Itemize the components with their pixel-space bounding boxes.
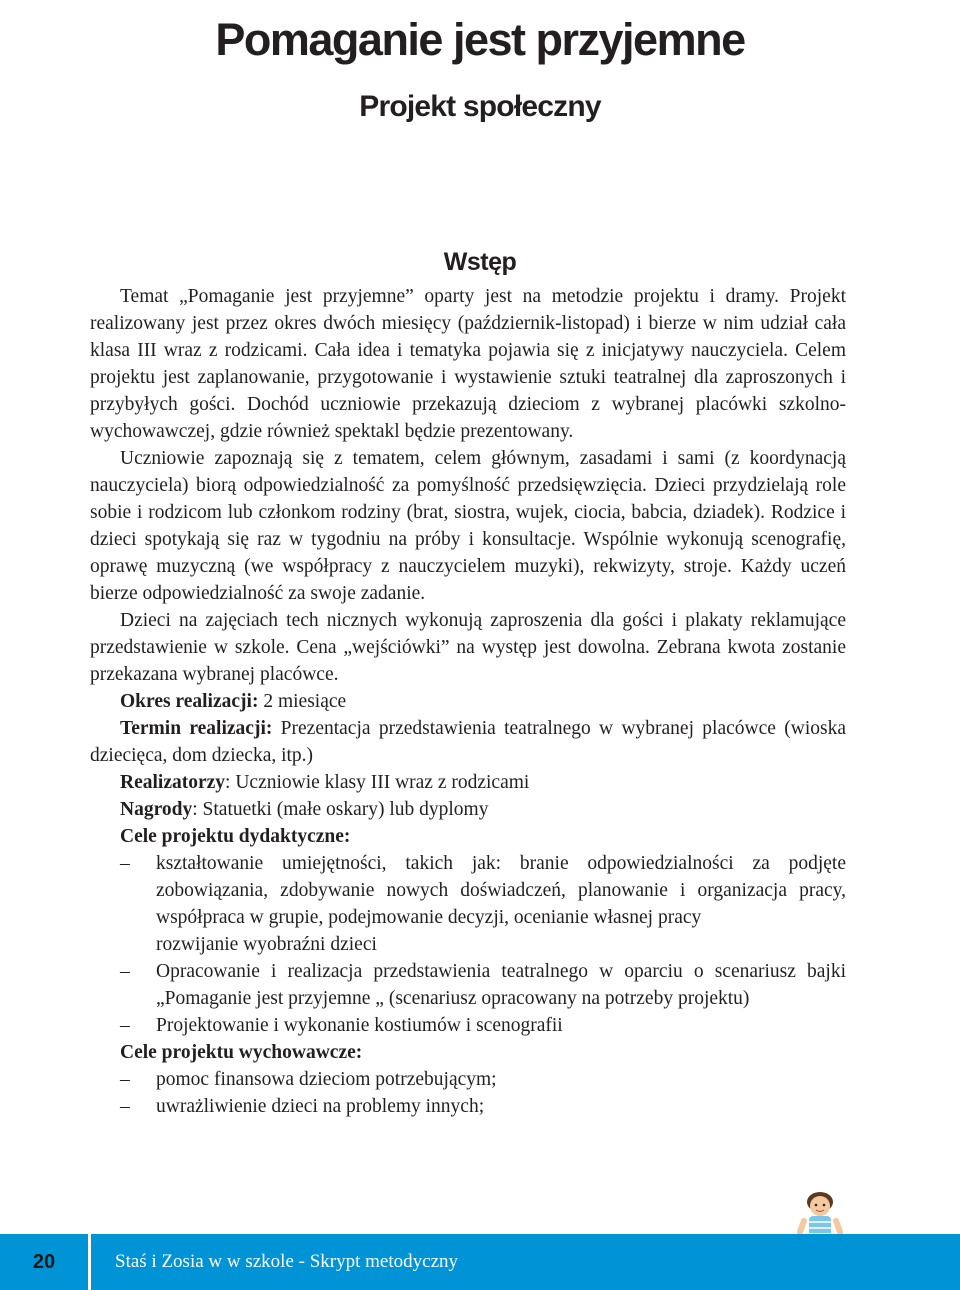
list-item-text: kształtowanie umiejętności, takich jak: branie odpowiedzialności za podjęte zobowiązania, zdobywanie nowych doświadczeń, planowanie i organizacja pracy, współpraca w grupie, podejmowanie decyzji, ocenianie własnej pracy xyxy=(156,853,846,928)
field-nagrody xyxy=(90,796,846,823)
field-realizatorzy xyxy=(90,769,846,796)
list-item-continuation: rozwijanie wyobraźni dzieci xyxy=(156,934,377,955)
field-value: : Statuetki (małe oskary) lub dyplomy xyxy=(192,799,489,820)
field-okres xyxy=(90,688,846,715)
page-title: Pomaganie jest przyjemne xyxy=(215,14,745,65)
paragraph-invitations: Dzieci na zajęciach tech nicznych wykonują zaproszenia dla gości i plakaty reklamujące przedstawienie w szkole. Cena „wejściówki” na występ jest dowolna. Zebrana kwota zostanie przekazana wybranej placówce. xyxy=(90,610,846,685)
page-number: 20 xyxy=(0,1234,88,1290)
paragraph-process: Uczniowie zapoznają się z tematem, celem głównym, zasadami i sami (z koordynacją nauczyciela) biorą odpowiedzialność za pomyślność przedsięwzięcia. Dzieci przydzielają role sobie i rodzicom lub członkom rodziny (brat, siostra, wujek, ciocia, babcia, dziadek). Rodzice i dzieci spotykają się raz w tygodniu na próby i konsultacje. Wspólnie wykonują scenografię, oprawę muzyczną (we współpracy z nauczycielem muzyki), rekwizyty, stroje. Każdy uczeń bierze odpowiedzialność za swoje zadanie. xyxy=(90,448,846,604)
field-value: Prezentacja przedstawienia teatralnego w wybranej placówce (wioska dziecięca, dom dziecka, itp.) xyxy=(90,718,846,766)
page-footer xyxy=(0,1234,960,1290)
list-item xyxy=(90,958,846,1012)
dash-marker: – xyxy=(120,853,130,874)
didactic-goals-list xyxy=(90,850,846,1039)
field-termin xyxy=(90,715,846,769)
field-label: Okres realizacji: xyxy=(120,691,259,712)
field-label: Termin realizacji: xyxy=(120,718,273,739)
field-value: 2 miesiące xyxy=(258,691,347,712)
paragraph-intro: Temat „Pomaganie jest przyjemne” oparty jest na metodzie projektu i dramy. Projekt realizowany jest przez okres dwóch miesięcy (październik-listopad) i bierze w nim udział cała klasa III wraz z rodzicami. Cała idea i tematyka pojawia się z inicjatywy nauczyciela. Celem projektu jest zaplanowanie, przygotowanie i wystawienie sztuki teatralnej dla zaproszonych i przybyłych gości. Dochód uczniowie przekazują dzieciom z wybranej placówki szkolno-wychowawczej, gdzie również spektakl będzie prezentowany. xyxy=(90,286,846,442)
didactic-goals-heading: Cele projektu dydaktyczne: xyxy=(120,826,351,847)
page-subtitle: Projekt społeczny xyxy=(359,90,601,123)
field-label: Realizatorzy xyxy=(120,772,226,793)
dash-marker: – xyxy=(120,961,130,982)
list-item xyxy=(90,850,846,958)
list-item-text: Projektowanie i wykonanie kostiumów i scenografii xyxy=(156,1015,563,1036)
footer-divider xyxy=(88,1234,91,1290)
section-heading: Wstęp xyxy=(443,248,517,276)
list-item-text: Opracowanie i realizacja przedstawienia teatralnego w oparciu o scenariusz bajki „Pomaganie jest przyjemne „ (scenariusz opracowany na potrzeby projektu) xyxy=(156,961,846,1009)
dash-marker: – xyxy=(120,1015,130,1036)
list-item-text: pomoc finansowa dzieciom potrzebującym; xyxy=(156,1069,497,1090)
field-value: : Uczniowie klasy III wraz z rodzicami xyxy=(225,772,530,793)
list-item xyxy=(90,1066,846,1093)
footer-book-title: Staś i Zosia w w szkole - Skrypt metodyczny xyxy=(115,1251,459,1272)
main-content xyxy=(90,283,846,1120)
list-item xyxy=(90,1093,846,1120)
educational-goals-list xyxy=(90,1066,846,1120)
dash-marker: – xyxy=(120,1096,130,1117)
field-label: Nagrody xyxy=(120,799,193,820)
educational-goals-heading: Cele projektu wychowawcze: xyxy=(120,1042,363,1063)
dash-marker: – xyxy=(120,1069,130,1090)
list-item-text: uwrażliwienie dzieci na problemy innych; xyxy=(156,1096,485,1117)
list-item xyxy=(90,1012,846,1039)
